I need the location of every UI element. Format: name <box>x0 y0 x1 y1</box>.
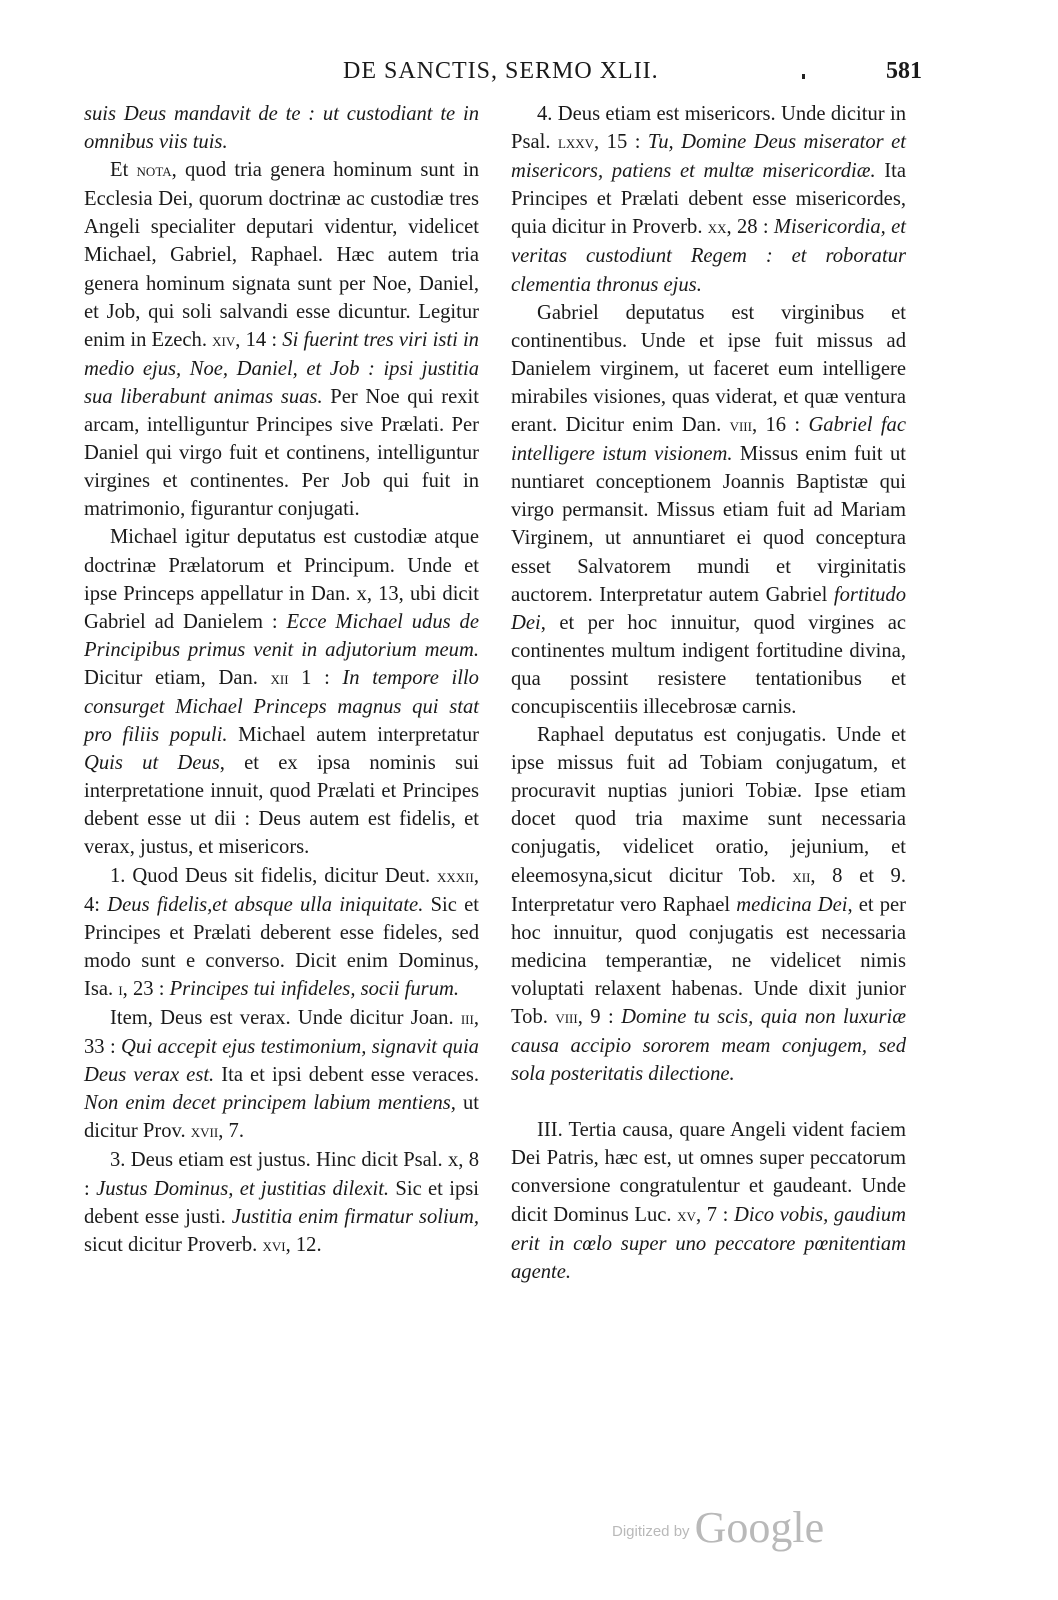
paragraph: 3. Deus etiam est justus. Hinc dicit Psal. x, 8 : Justus Dominus, et justitias dilexit. Sic et ipsi debent esse justi. Justitia enim firmatur solium, sicut dicitur Proverb. xvi, 12. <box>84 1149 479 1256</box>
digitized-by-google-watermark <box>612 1502 824 1562</box>
paragraph: 1. Quod Deus sit fidelis, dicitur Deut. xxxii, 4: Deus fidelis,et absque ulla iniquitate. Sic et Principes et Prælati deberent esse fideles, sed modo sunt e converso. Dicit enim Dominus, Isa. i, 23 : Principes tui infideles, socii furum. <box>84 864 479 1000</box>
paragraph: Et nota, quod tria genera hominum sunt in Ecclesia Dei, quorum doctrinæ ac custodiæ tres Angeli specialiter deputari videntur, videlicet Michael, Gabriel, Raphael. Hæc autem tria genera hominum signata sunt per Noe, Daniel, et Job, qui soli salvandi esse dicuntur. Legitur enim in Ezech. xiv, 14 : Si fuerint tres viri isti in medio ejus, Noe, Daniel, et Job : ipsi justitia sua liberabunt animas suas. Per Noe qui rexit arcam, intelliguntur Principes sive Prælati. Per Daniel qui virgo fuit et continens, intelliguntur virgines et continentes. Per Job qui fuit in matrimonio, figurantur conjugati. <box>84 159 479 521</box>
paragraph: suis Deus mandavit de te : ut custodiant te in omnibus viis tuis. <box>84 103 479 154</box>
running-title: DE SANCTIS, SERMO XLII. <box>343 58 659 84</box>
right-column <box>511 100 906 1286</box>
left-column <box>84 100 479 1260</box>
paragraph: 4. Deus etiam est misericors. Unde dicitur in Psal. lxxv, 15 : Tu, Domine Deus miserator et misericors, patiens et multæ misericordiæ. Ita Principes et Prælati debent esse misericordes, quia dicitur in Proverb. xx, 28 : Misericordia, et veritas custodiunt Regem : et roboratur clementia thronus ejus. <box>511 103 906 296</box>
running-header <box>84 58 922 92</box>
page-number: 581 <box>886 58 922 84</box>
paragraph: Raphael deputatus est conjugatis. Unde et ipse missus fuit ad Tobiam conjugatum, et procuravit nuptias juniori Tobiæ. Ipse etiam docet quod tria maxime sunt necessaria conjugatis, videlicet oratio, jejunium, et eleemosyna,sicut dicitur Tob. xii, 8 et 9. Interpretatur vero Raphael medicina Dei, et per hoc innuitur, quod conjugatis est necessaria medicina temperantiæ, ne videlicet nimis voluptati relaxent habenas. Unde dixit junior Tob. viii, 9 : Domine tu scis, quia non luxuriæ causa accipio sororem meam conjugem, sed sola posteritatis dilectione. <box>511 724 906 1086</box>
paragraph: Item, Deus est verax. Unde dicitur Joan. iii, 33 : Qui accepit ejus testimonium, signavit quia Deus verax est. Ita et ipsi debent esse veraces. Non enim decet principem labium mentiens, ut dicitur Prov. xvii, 7. <box>84 1007 479 1143</box>
paragraph: Michael igitur deputatus est custodiæ atque doctrinæ Prælatorum et Principum. Unde et ipse Princeps appellatur in Dan. x, 13, ubi dicit Gabriel ad Danielem : Ecce Michael udus de Principibus primus venit in adjutorium meum. Dicitur etiam, Dan. xii 1 : In tempore illo consurget Michael Princeps magnus qui stat pro filiis populi. Michael autem interpretatur Quis ut Deus, et ex ipsa nominis sui interpretatione innuit, quod Prælati et Principes debent esse ut dii : Deus autem est fidelis, et verax, justus, et misericors. <box>84 526 480 859</box>
ink-speck <box>802 74 805 79</box>
paragraph: Gabriel deputatus est virginibus et continentibus. Unde et ipse fuit missus ad Danielem virginem, ut faceret eum intelligere mirabiles visiones, quas viderat, et quæ ventura erant. Dicitur enim Dan. viii, 16 : Gabriel fac intelligere istum visionem. Missus enim fuit ut nuntiaret conceptionem Joannis Baptistæ qui virgo permansit. Missus etiam fuit ad Mariam Virginem, ut annuntiaret ei quod conceptura esset Salvatorem mundi et virginitatis auctorem. Interpretatur autem Gabriel fortitudo Dei, et per hoc innuitur, quod virgines ac continentes multum indigent fortitudine divina, qua possint resistere tentationibus et concupiscentiis illecebrosæ carnis. <box>511 301 906 718</box>
watermark-small-text: Digitized by <box>612 1523 690 1540</box>
paragraph: III. Tertia causa, quare Angeli vident faciem Dei Patris, hæc est, ut omnes super peccatorum conversione congratulentur et gaudeant. Unde dicit Dominus Luc. xv, 7 : Dico vobis, gaudium erit in cœlo super uno peccatore pœnitentiam agente. <box>511 1119 906 1283</box>
watermark-logo-text: Google <box>694 1503 825 1552</box>
